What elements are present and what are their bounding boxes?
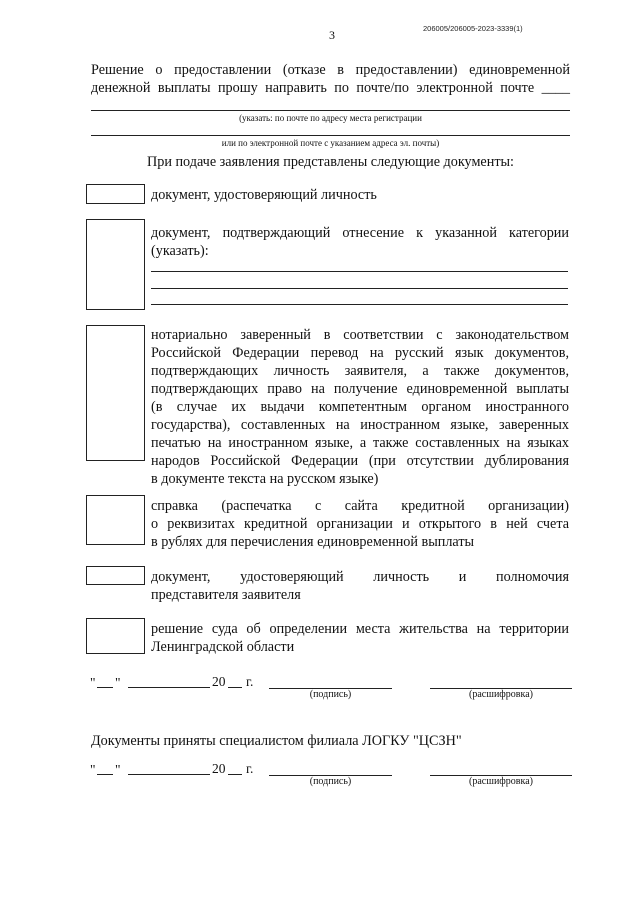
acceptance-date-year-field[interactable] [228,774,242,775]
document-item-court-decision [151,620,569,656]
document-item-identity [151,186,569,204]
document-item-line: документ, удостоверяющий личность [151,187,377,203]
category-specify-field-2[interactable] [151,288,568,289]
date-close-quote: " [115,675,121,690]
document-item-bank-details [151,497,569,551]
checkbox-identity-document[interactable] [86,184,145,204]
applicant-decoding-caption: (расшифровка) [469,689,533,700]
applicant-signature-caption: (подпись) [309,689,352,700]
document-item-line: Ленинградской области [151,639,295,655]
document-item-line: документ, подтверждающий отнесение к указанной категории [151,225,569,241]
document-item-line: документ, удостоверяющий личность и полномочия [151,569,569,585]
document-item-notarized-translation [151,326,569,488]
document-item-line: печатью на иностранном языке, а также составленных на языках [151,435,569,451]
postal-address-field[interactable] [91,110,570,111]
document-item-line: о реквизитах кредитной организации и открытого в ней счета [151,516,569,532]
acceptance-date-month-field[interactable] [128,774,210,775]
date-year-field[interactable] [228,687,242,688]
document-item-line: подтверждающих право на получение единовременной выплаты [151,381,569,397]
date-year-prefix: 20 [212,674,226,689]
document-item-line: представителя заявителя [151,587,301,603]
date-open-quote: " [90,675,96,690]
acceptance-year-suffix: г. [246,761,254,776]
documents-heading: При подаче заявления представлены следующие документы: [146,154,514,170]
acceptance-date-close-quote: " [115,762,121,777]
checkbox-representative-authority[interactable] [86,566,145,585]
document-item-line: нотариально заверенный в соответствии с законодательством [151,327,569,343]
document-item-line: государства), составленных на иностранном языке, заверенных [151,417,569,433]
page-number: 3 [329,28,335,42]
acceptance-date-open-quote: " [90,762,96,777]
postal-address-hint: (указать: по почте по адресу места регистрации [239,113,422,123]
checkbox-category-document[interactable] [86,219,145,310]
document-item-line: решение суда об определении места жительства на территории [151,621,569,637]
document-item-representative [151,568,569,604]
checkbox-court-decision[interactable] [86,618,145,654]
document-item-line: народов Российской Федерации (при отсутствии дублирования [151,453,569,469]
email-address-hint: или по электронной почте с указанием адреса эл. почты) [221,138,440,148]
document-serial-number: 206005/206005-2023-3339(1) [423,24,523,33]
document-item-line: в рублях для перечисления единовременной выплаты [151,534,475,550]
date-day-field[interactable] [97,687,113,688]
category-specify-field-3[interactable] [151,304,568,305]
document-item-line: в документе текста на русском языке) [151,471,379,487]
specialist-signature-caption: (подпись) [309,776,352,787]
document-item-line: Российской Федерации перевод на русский язык документов, [151,345,569,361]
category-specify-field-1[interactable] [151,271,568,272]
document-item-line: справка (распечатка с сайта кредитной организации) [151,498,569,514]
acceptance-statement: Документы приняты специалистом филиала ЛОГКУ "ЦСЗН" [91,733,462,749]
document-item-category [151,224,569,260]
checkbox-notarized-translation[interactable] [86,325,145,461]
checkbox-bank-details[interactable] [86,495,145,545]
specialist-decoding-caption: (расшифровка) [469,776,533,787]
document-item-line: подтверждающих личность заявителя, а также документов, [151,363,569,379]
delivery-text-line-2: денежной выплаты прошу направить по почте/по электронной почте ____ [91,80,570,96]
acceptance-date-day-field[interactable] [97,774,113,775]
date-month-field[interactable] [128,687,210,688]
date-year-suffix: г. [246,674,254,689]
delivery-text-line-1: Решение о предоставлении (отказе в предоставлении) единовременной [91,62,570,78]
acceptance-year-prefix: 20 [212,761,226,776]
email-address-field[interactable] [91,135,570,136]
document-item-line: (в случае их выдачи компетентным органом иностранного [151,399,569,415]
document-item-line: (указать): [151,243,209,259]
